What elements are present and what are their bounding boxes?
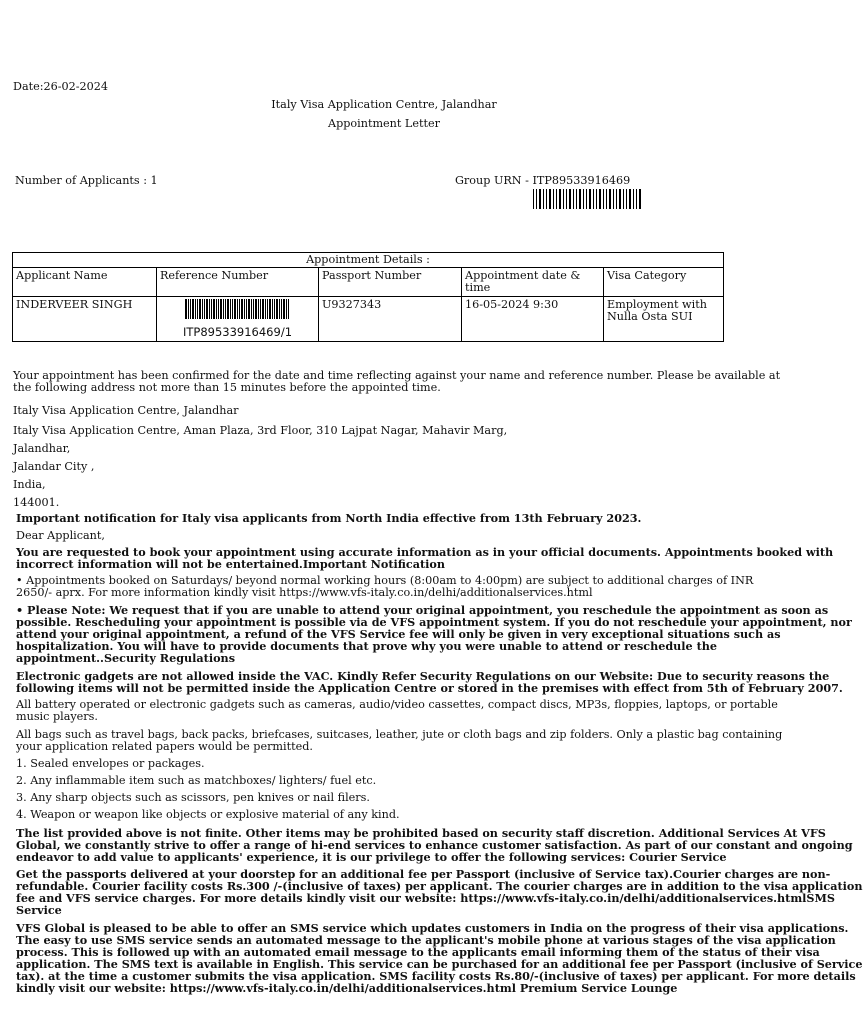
paragraph-line: Global, we constantly strive to offer a range of hi-end services to enhance customer satisfaction. As part of our constant and ongoing — [16, 838, 853, 852]
greeting: Dear Applicant, — [16, 529, 105, 542]
list-item: 4. Weapon or weapon like objects or explosive material of any kind. — [16, 808, 400, 821]
paragraph-line: Electronic gadgets are not allowed inside the VAC. Kindly Refer Security Regulations on our Website: Due to security reasons the — [16, 669, 830, 683]
paragraph-line: VFS Global is pleased to be able to offer an SMS service which updates customers in India on the progress of their visa applications. — [16, 921, 849, 935]
paragraph-line: incorrect information will not be entertained.Important Notification — [16, 557, 445, 571]
appointment-table — [12, 252, 724, 342]
list-item: 3. Any sharp objects such as scissors, pen knives or nail filers. — [16, 791, 370, 804]
paragraph-line: All battery operated or electronic gadgets such as cameras, audio/video cassettes, compact discs, MP3s, floppies, laptops, or portable — [16, 698, 778, 711]
reference-number: ITP89533916469/1 — [182, 325, 293, 339]
paragraph-line: kindly visit our website: https://www.vfs-italy.co.in/delhi/additionalservices.html Premium Service Lounge — [16, 981, 678, 995]
address-line: India, — [13, 478, 46, 491]
paragraph-line: possible. Rescheduling your appointment is possible via de VFS appointment system. If you do not reschedule your appointment, nor — [16, 615, 852, 629]
paragraph-line: following items will not be permitted inside the Application Centre or stored in the premises with effect from 5th of February 2007. — [16, 681, 843, 695]
visa-category: Employment with Nulla Osta SUI — [604, 297, 724, 342]
list-item: 2. Any inflammable item such as matchboxes/ lighters/ fuel etc. — [16, 774, 377, 787]
paragraph-line: tax). at the time a customer submits the visa application. SMS facility costs Rs.80/-(inclusive of taxes) per applicant. For more details — [16, 969, 856, 983]
table-caption: Appointment Details : — [13, 253, 724, 268]
address-line: Jalandhar, — [13, 442, 71, 455]
paragraph-line: application. The SMS text is available in English. This service can be purchased for an additional fee per Passport (inclusive of Service — [16, 957, 863, 971]
list-item: 1. Sealed envelopes or packages. — [16, 757, 205, 770]
paragraph-line: process. This is followed up with an automated email message to the applicants email informing them of the status of their visa — [16, 945, 820, 959]
group-urn-barcode — [532, 189, 642, 209]
letter-date: Date:26-02-2024 — [13, 80, 109, 93]
appointment-datetime: 16-05-2024 9:30 — [462, 297, 604, 342]
paragraph-line: refundable. Courier facility costs Rs.300 /-(inclusive of taxes) per applicant. The courier charges are in addition to the visa application — [16, 879, 863, 893]
confirm-text-line: Your appointment has been confirmed for the date and time reflecting against your name and reference number. Please be available at — [13, 369, 781, 382]
paragraph-line: appointment..Security Regulations — [16, 651, 235, 665]
paragraph-line: attend your original appointment, a refund of the VFS Service fee will only be given in very exceptional situations such as — [16, 627, 781, 641]
confirm-text-line: the following address not more than 15 minutes before the appointed time. — [13, 381, 441, 394]
passport-number: U9327343 — [319, 297, 462, 342]
header-reference-number: Reference Number — [157, 268, 319, 297]
paragraph-line: • Appointments booked on Saturdays/ beyond normal working hours (8:00am to 4:00pm) are subject to additional charges of INR — [16, 574, 754, 587]
applicant-count: Number of Applicants : 1 — [15, 174, 158, 187]
address-line: Italy Visa Application Centre, Jalandhar — [13, 404, 239, 417]
paragraph-line: • Please Note: We request that if you are unable to attend your original appointment, you reschedule the appointment as soon as — [16, 603, 829, 617]
header-appointment-datetime: Appointment date & time — [462, 268, 604, 297]
page-title: Appointment Letter — [328, 117, 440, 130]
paragraph-line: endeavor to add value to applicants' experience, it is our privilege to offer the following services: Courier Service — [16, 850, 727, 864]
address-line: 144001. — [13, 496, 60, 509]
address-line: Jalandar City , — [13, 460, 95, 473]
paragraph-line: Service — [16, 903, 62, 917]
header-applicant-name: Applicant Name — [13, 268, 157, 297]
paragraph-line: your application related papers would be permitted. — [16, 740, 313, 753]
paragraph-line: The easy to use SMS service sends an automated message to the applicant's mobile phone at various stages of the visa application — [16, 933, 836, 947]
paragraph-line: hospitalization. You will have to provide documents that prove why you were unable to attend or reschedule the — [16, 639, 717, 653]
paragraph-line: All bags such as travel bags, back packs, briefcases, suitcases, leather, jute or cloth bags and zip folders. Only a plastic bag containing — [16, 728, 783, 741]
paragraph-line: You are requested to book your appointment using accurate information as in your official documents. Appointments booked with — [16, 545, 834, 559]
paragraph-line: 2650/- aprx. For more information kindly visit https://www.vfs-italy.co.in/delhi/additionalservices.html — [16, 586, 593, 599]
paragraph-line: The list provided above is not finite. Other items may be prohibited based on security staff discretion. Additional Services At VFS — [16, 826, 826, 840]
important-heading: Important notification for Italy visa applicants from North India effective from 13th February 2023. — [16, 511, 642, 525]
paragraph-line: music players. — [16, 710, 98, 723]
paragraph-line: Get the passports delivered at your doorstep for an additional fee per Passport (inclusive of Service tax).Courier charges are non- — [16, 867, 831, 881]
header-visa-category: Visa Category — [604, 268, 724, 297]
address-line: Italy Visa Application Centre, Aman Plaza, 3rd Floor, 310 Lajpat Nagar, Mahavir Marg, — [13, 424, 508, 437]
paragraph-line: fee and VFS service charges. For more details kindly visit our website: https://www.vfs-italy.co.in/delhi/additionalservices.htmlSMS — [16, 891, 835, 905]
group-urn: Group URN - ITP89533916469 — [455, 174, 631, 187]
reference-barcode — [184, 299, 292, 319]
applicant-name: INDERVEER SINGH — [13, 297, 157, 342]
header-passport-number: Passport Number — [319, 268, 462, 297]
centre-title: Italy Visa Application Centre, Jalandhar — [271, 98, 497, 111]
